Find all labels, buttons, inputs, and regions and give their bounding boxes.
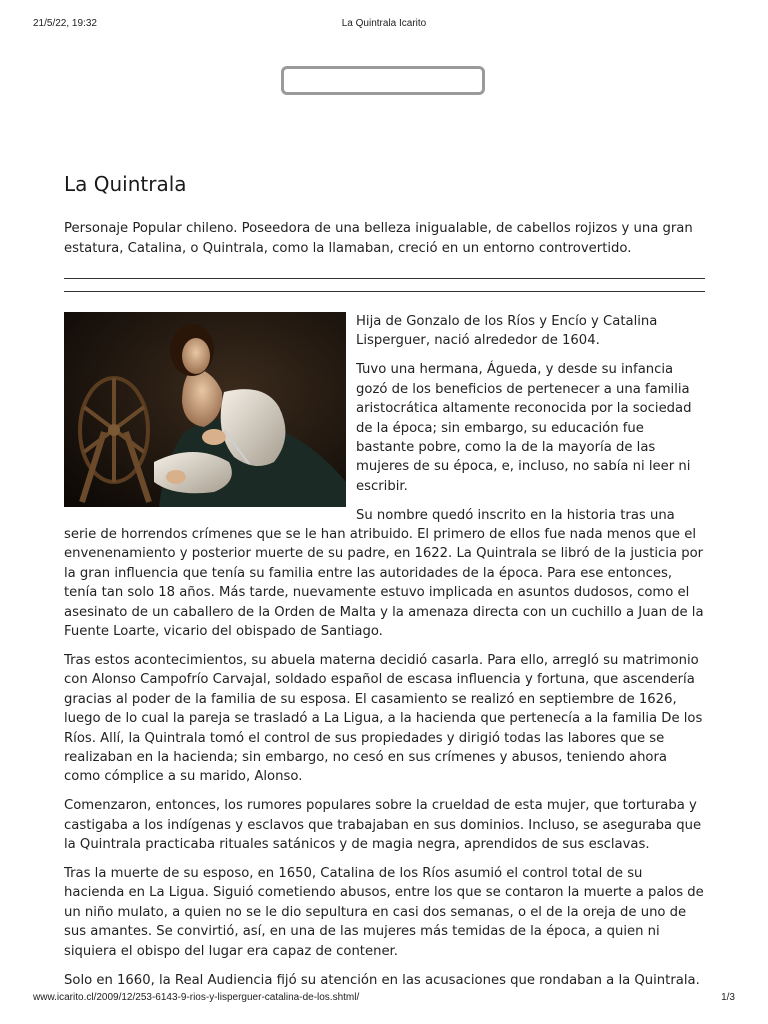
article-paragraph: Comenzaron, entonces, los rumores populares sobre la crueldad de esta mujer, que torturaba y castigaba a los indígenas y esclavos que trabajaban en sus dominios. Incluso, se aseguraba que la Quintrala practicaba rituales satánicos y de magia negra, aprendidos de sus esclavas.	[64, 798, 702, 853]
print-footer	[33, 992, 735, 1006]
divider-top	[64, 278, 705, 279]
article-body	[64, 312, 705, 990]
search-box[interactable]	[281, 66, 485, 95]
portrait-image	[64, 312, 346, 507]
page-number: 1/3	[721, 992, 735, 1003]
article-intro: Personaje Popular chileno. Poseedora de una belleza inigualable, de cabellos rojizos y una gran estatura, Catalina, o Quintrala, como la llamaban, creció en un entorno controvertido.	[64, 221, 693, 256]
article-paragraph: Tras la muerte de su esposo, en 1650, Catalina de los Ríos asumió el control total de su hacienda en La Ligua. Siguió cometiendo abusos, entre los que se contaron la muerte a palos de un niño mulato, a quien no se le dio sepultura en casi dos semanas, o el de la oreja de uno de sus amantes. Se convirtió, así, en una de las mujeres más temidas de la época, a quien ni siquiera el obispo del lugar era capaz de contener.	[64, 866, 704, 959]
print-datetime: 21/5/22, 19:32	[33, 18, 97, 29]
article-paragraph: Su nombre quedó inscrito en la historia tras una serie de horrendos crímenes que se le han atribuido. El primero de ellos fue nada menos que el envenenamiento y posterior muerte de su padre, en 1622. La Quintrala se libró de la justicia por la gran influencia que tenía su familia entre las autoridades de la época. Para ese entonces, tenía tan solo 18 años. Más tarde, nuevamente estuvo implicada en asuntos dudosos, como el asesinato de un caballero de la Orden de Malta y la amenaza directa con un cuchillo a Juan de la Fuente Loarte, vicario del obispado de Santiago.	[64, 507, 704, 640]
article-paragraph: Tuvo una hermana, Águeda, y desde su infancia gozó de los beneficios de pertenecer a una familia aristocrática altamente reconocida por la sociedad de la época; sin embargo, su educación fue bastante pobre, como la de la mayoría de las mujeres de su época, e, incluso, no sabía ni leer ni escribir.	[356, 362, 692, 494]
article-paragraph: Solo en 1660, la Real Audiencia fijó su atención en las acusaciones que rondaban a la Quintrala.	[64, 972, 700, 988]
print-header	[33, 18, 735, 32]
page-url: www.icarito.cl/2009/12/253-6143-9-rios-y-lisperguer-catalina-de-los.shtml/	[33, 992, 360, 1003]
article-paragraph: Hija de Gonzalo de los Ríos y Encío y Catalina Lisperguer, nació alrededor de 1604.	[356, 314, 658, 349]
article-title: La Quintrala	[64, 172, 187, 196]
article-content	[64, 170, 705, 1000]
divider-bottom	[64, 291, 705, 292]
print-page-title: La Quintrala Icarito	[341, 18, 427, 29]
article-paragraph: Tras estos acontecimientos, su abuela materna decidió casarla. Para ello, arregló su matrimonio con Alonso Campofrío Carvajal, soldado español de escasa influencia y fortuna, que ascendería gracias al poder de la familia de su esposa. El casamiento se realizó en septiembre de 1626, luego de lo cual la pareja se trasladó a La Ligua, a la hacienda que pertenecía a la familia De los Ríos. Allí, la Quintrala tomó el control de sus propiedades y dirigió todas las labores que se realizaban en la hacienda; sin embargo, no cesó en sus crímenes y abusos, teniendo ahora como cómplice a su marido, Alonso.	[64, 653, 703, 785]
